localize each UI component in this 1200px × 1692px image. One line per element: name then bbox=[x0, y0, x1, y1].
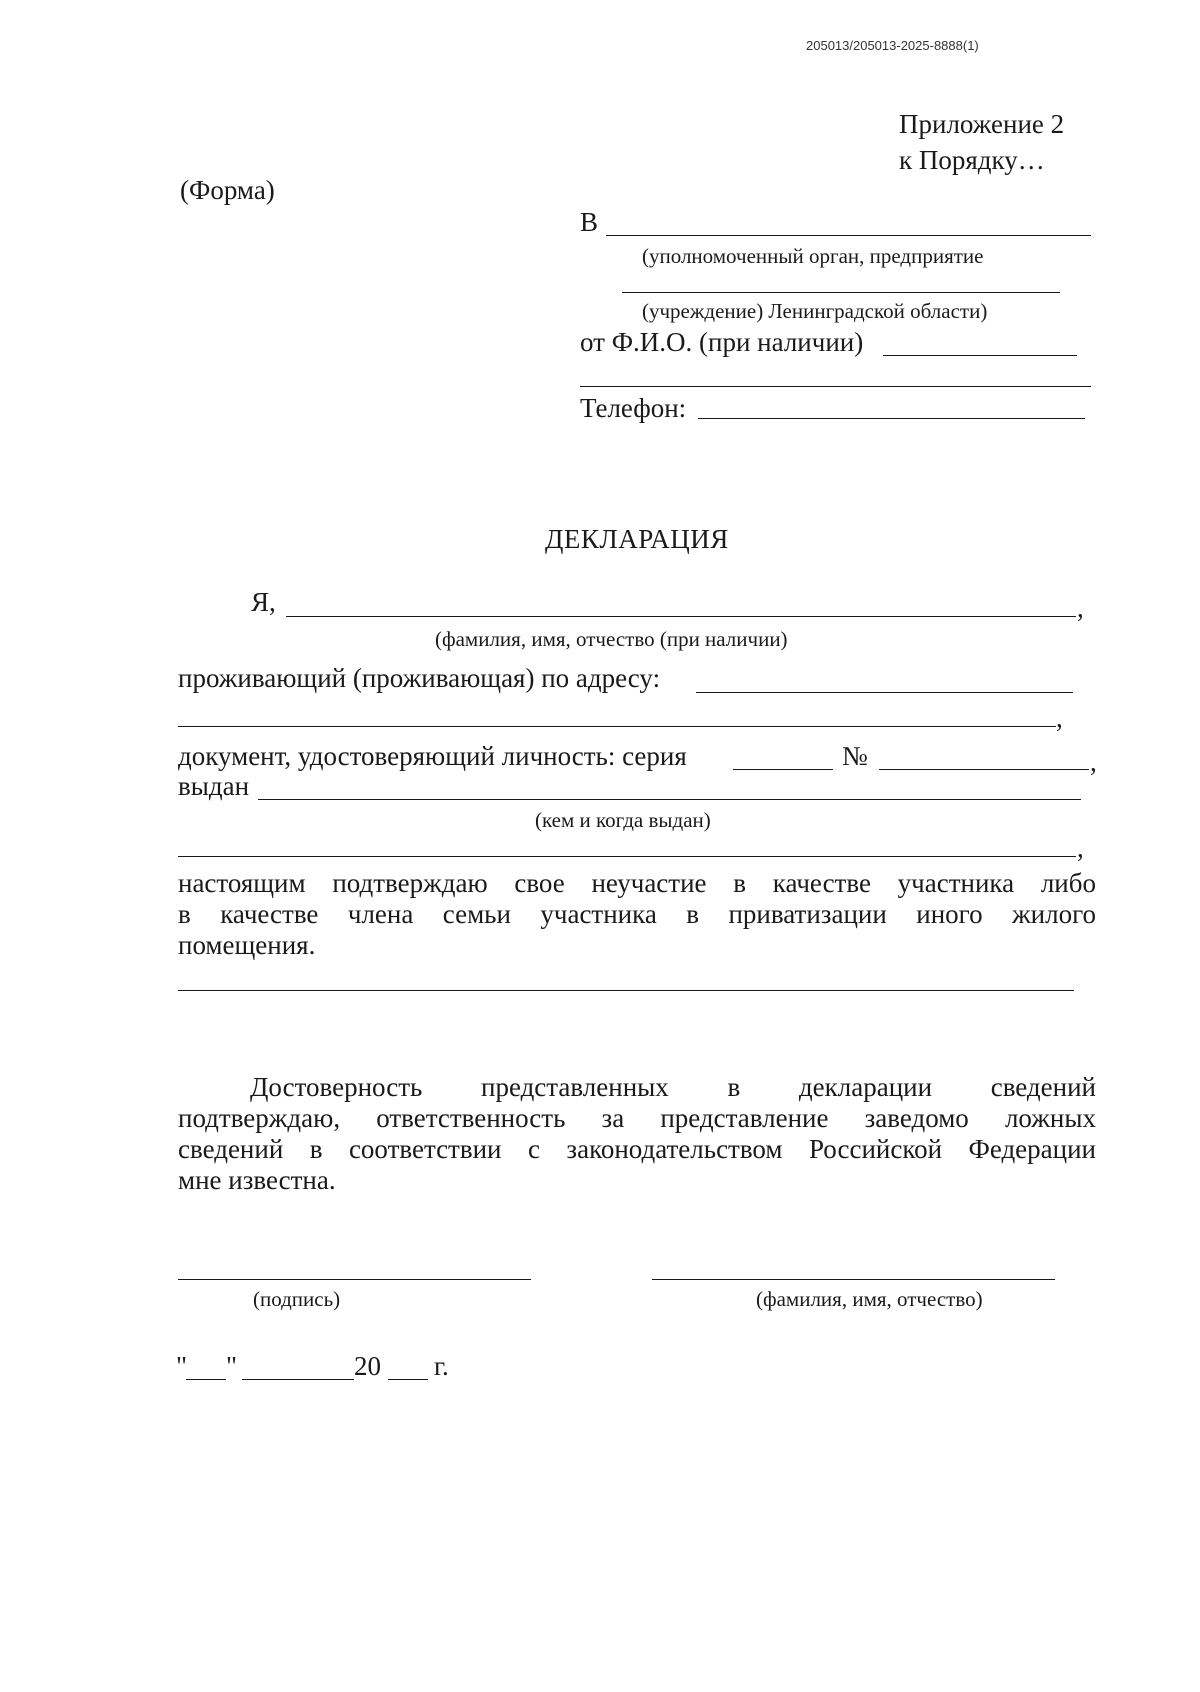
issued-label: выдан bbox=[178, 771, 250, 801]
authority-caption-2: (учреждение) Ленинградской области) bbox=[642, 299, 988, 323]
form-label: (Форма) bbox=[180, 175, 275, 205]
number-comma: , bbox=[1090, 747, 1097, 777]
date-century: 20 bbox=[354, 1351, 381, 1381]
to-prefix: В bbox=[580, 207, 599, 237]
from-field-line[interactable] bbox=[883, 355, 1077, 356]
appendix-line-1: Приложение 2 bbox=[899, 109, 1065, 139]
date-close-quote: " bbox=[226, 1351, 238, 1381]
document-id: 205013/205013-2025-8888(1) bbox=[806, 38, 979, 53]
issued-field-line-2[interactable] bbox=[178, 856, 1076, 857]
authority-caption-1: (уполномоченный орган, предприятие bbox=[642, 244, 984, 268]
from-label: от Ф.И.О. (при наличии) bbox=[580, 327, 864, 357]
reliability-line-2: подтверждаю, ответственность за представление заведомо ложных bbox=[178, 1103, 1096, 1133]
date-month-field-line[interactable] bbox=[242, 1379, 354, 1380]
reliability-line-1: Достоверность представленных в декларации сведений bbox=[250, 1072, 1096, 1102]
full-name-field-line[interactable] bbox=[286, 616, 1076, 617]
confirmation-line-1: настоящим подтверждаю свое неучастие в качестве участника либо bbox=[178, 868, 1096, 898]
reliability-line-4: мне известна. bbox=[178, 1165, 336, 1195]
address-field-line-2[interactable] bbox=[178, 726, 1056, 727]
series-field-line[interactable] bbox=[733, 769, 833, 770]
issued-field-line[interactable] bbox=[258, 799, 1081, 800]
date-day-field-line[interactable] bbox=[186, 1379, 226, 1380]
address-comma: , bbox=[1056, 703, 1063, 733]
address-field-line[interactable] bbox=[696, 692, 1073, 693]
document-label: документ, удостоверяющий личность: серия bbox=[178, 741, 687, 771]
issued-caption: (кем и когда выдан) bbox=[535, 808, 711, 832]
signature-caption: (подпись) bbox=[253, 1287, 341, 1311]
date-open-quote: " bbox=[176, 1351, 188, 1381]
authority-field-line-2[interactable] bbox=[622, 292, 1060, 293]
date-year-suffix: г. bbox=[434, 1351, 449, 1381]
confirmation-line-3: помещения. bbox=[178, 930, 316, 960]
confirmation-line-2: в качестве члена семьи участника в приватизации иного жилого bbox=[178, 899, 1096, 929]
signer-name-caption: (фамилия, имя, отчество) bbox=[756, 1287, 983, 1311]
signer-name-field-line[interactable] bbox=[652, 1279, 1055, 1280]
from-field-line-2[interactable] bbox=[580, 386, 1091, 387]
additional-field-line[interactable] bbox=[178, 990, 1074, 991]
i-label: Я, bbox=[251, 587, 276, 617]
reliability-paragraph bbox=[178, 1072, 1096, 1196]
appendix-line-2: к Порядку… bbox=[899, 145, 1045, 175]
authority-field-line[interactable] bbox=[606, 235, 1091, 236]
number-label: № bbox=[842, 741, 868, 771]
document-title: ДЕКЛАРАЦИЯ bbox=[545, 524, 729, 554]
phone-field-line[interactable] bbox=[698, 418, 1085, 419]
number-field-line[interactable] bbox=[879, 769, 1089, 770]
issued-comma: , bbox=[1077, 833, 1084, 863]
name-caption: (фамилия, имя, отчество (при наличии) bbox=[435, 627, 788, 651]
date-year-field-line[interactable] bbox=[388, 1379, 428, 1380]
phone-label: Телефон: bbox=[580, 393, 687, 423]
i-comma: , bbox=[1077, 593, 1084, 623]
signature-field-line[interactable] bbox=[178, 1279, 531, 1280]
confirmation-paragraph bbox=[178, 868, 1096, 961]
reliability-line-3: сведений в соответствии с законодательством Российской Федерации bbox=[178, 1134, 1096, 1164]
address-label: проживающий (проживающая) по адресу: bbox=[178, 663, 661, 693]
